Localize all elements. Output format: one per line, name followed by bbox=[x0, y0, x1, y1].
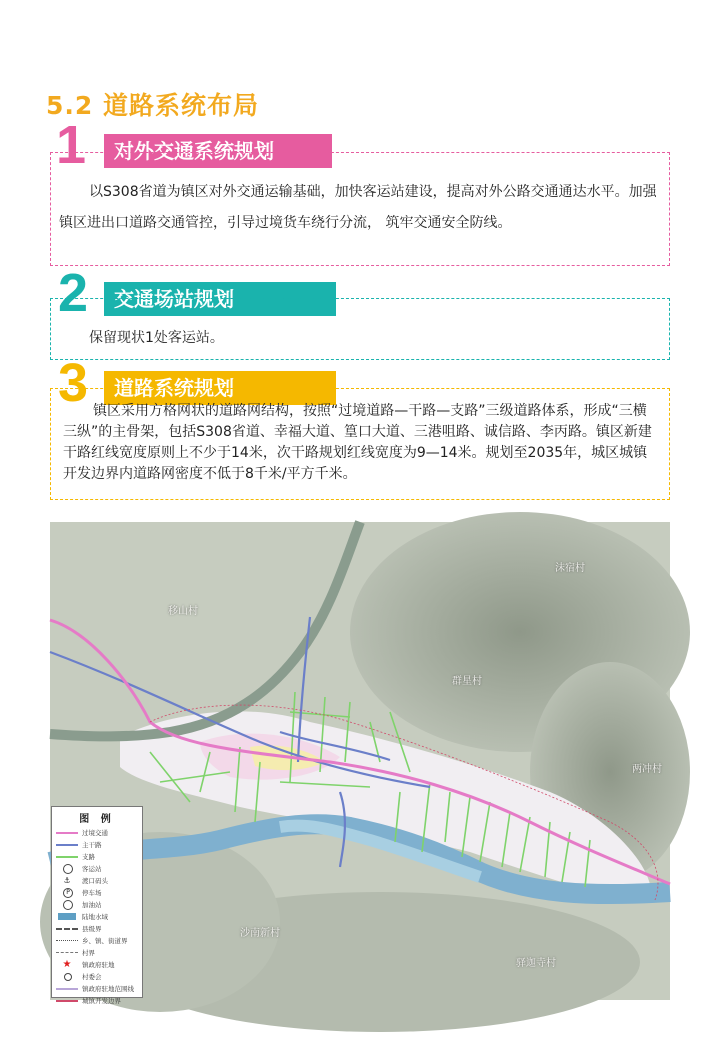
legend-label: 县级界 bbox=[82, 925, 102, 933]
legend-item bbox=[56, 995, 138, 1006]
section-3-paragraph: 镇区采用方格网状的道路网结构，按照“过境道路—干路—支路”三级道路体系，形成“三横三纵”的主骨架，包括S308省道、幸福大道、篁口大道、三港咀路、诚信路、李丙路。镇区新建干路红线宽度原则上不少于14米，次干路规划红线宽度为9—14米。规划至2035年，城区城镇开发边界内道路网密度不低于8千米/平方千米。 bbox=[63, 403, 652, 482]
legend-item bbox=[56, 959, 138, 970]
legend-label: 乡、镇、街道界 bbox=[82, 937, 128, 945]
legend-item bbox=[56, 911, 138, 922]
legend-item bbox=[56, 923, 138, 934]
legend-label: 过境交通 bbox=[82, 829, 108, 837]
water-swatch-icon bbox=[56, 911, 78, 922]
map-graphics bbox=[50, 522, 670, 1000]
place-name-liangchong: 两冲村 bbox=[632, 764, 662, 775]
map-legend bbox=[51, 806, 143, 1005]
page-title: 5.2 道路系统布局 bbox=[46, 91, 259, 120]
legend-item bbox=[56, 839, 138, 850]
bus-station-icon bbox=[56, 863, 78, 874]
legend-item bbox=[56, 875, 138, 886]
town-seat-range-line-icon bbox=[56, 983, 78, 994]
legend-label: 停车场 bbox=[82, 889, 102, 897]
legend-label: 镇政府驻地范围线 bbox=[82, 985, 134, 993]
legend-item bbox=[56, 971, 138, 982]
place-name-yishan: 移山村 bbox=[168, 606, 198, 617]
section-3-box bbox=[50, 388, 670, 500]
section-1-number: 1 bbox=[56, 115, 87, 175]
parking-icon: P bbox=[56, 887, 78, 898]
legend-title: 图 例 bbox=[79, 814, 115, 825]
legend-item bbox=[56, 887, 138, 898]
magenta-line-icon bbox=[56, 827, 78, 838]
section-3-heading: 道路系统规划 bbox=[114, 376, 234, 400]
road-system-map bbox=[50, 522, 670, 1005]
legend-label: 主干路 bbox=[82, 841, 102, 849]
legend-item bbox=[56, 899, 138, 910]
legend-item bbox=[56, 851, 138, 862]
legend-label: 村委会 bbox=[82, 973, 102, 981]
legend-label: 加油站 bbox=[82, 901, 102, 909]
section-2-number: 2 bbox=[58, 263, 89, 323]
county-boundary-line-icon bbox=[56, 923, 78, 934]
section-1-paragraph: 以S308省道为镇区对外交通运输基础，加快客运站建设，提高对外公路交通通达水平。加强镇区进出口道路交通管控，引导过境货车绕行分流， 筑牢交通安全防线。 bbox=[59, 184, 657, 231]
village-boundary-line-icon bbox=[56, 947, 78, 958]
anchor-icon: ⚓ bbox=[63, 876, 71, 885]
section-1-heading: 对外交通系统规划 bbox=[114, 139, 274, 163]
legend-label: 城镇开发边界 bbox=[82, 997, 121, 1005]
section-3-number: 3 bbox=[58, 353, 89, 413]
star-icon: ★ bbox=[62, 959, 72, 970]
legend-label: 陆地水域 bbox=[82, 913, 108, 921]
legend-item bbox=[56, 983, 138, 994]
section-1-box bbox=[50, 152, 670, 266]
place-name-shanan: 沙南新村 bbox=[240, 928, 280, 939]
legend-label: 支路 bbox=[82, 853, 95, 861]
section-2-paragraph: 保留现状1处客运站。 bbox=[89, 330, 224, 346]
place-name-mosu: 沫宿村 bbox=[555, 563, 585, 574]
legend-item bbox=[56, 827, 138, 838]
legend-label: 镇政府驻地 bbox=[82, 961, 115, 969]
township-boundary-line-icon bbox=[56, 935, 78, 946]
blue-line-icon bbox=[56, 839, 78, 850]
legend-label: 渡口码头 bbox=[82, 877, 108, 885]
legend-item bbox=[56, 935, 138, 946]
legend-item bbox=[56, 863, 138, 874]
village-committee-icon bbox=[56, 971, 78, 982]
gas-station-icon bbox=[56, 899, 78, 910]
section-2-heading: 交通场站规划 bbox=[114, 287, 234, 311]
legend-label: 村界 bbox=[82, 949, 95, 957]
place-name-yijiasi: 驿迦寺村 bbox=[516, 958, 556, 969]
place-name-qunxing: 群星村 bbox=[452, 676, 482, 687]
development-boundary-line-icon bbox=[56, 995, 78, 1006]
legend-label: 客运站 bbox=[82, 865, 102, 873]
section-2-box bbox=[50, 298, 670, 360]
green-line-icon bbox=[56, 851, 78, 862]
legend-item bbox=[56, 947, 138, 958]
